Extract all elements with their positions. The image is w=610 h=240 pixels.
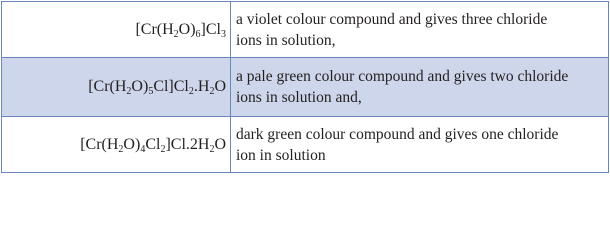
description-line: ions in solution,: [236, 31, 336, 49]
description-line: a pale green colour compound and gives two chloride: [236, 68, 569, 85]
description-cell: [231, 117, 609, 173]
formula-cell: [2, 58, 231, 117]
formula-text: $[Cr(H_2O)_5Cl]Cl_2.H_2O$: [88, 78, 226, 97]
formula-text: $[Cr(H_2O)_6]Cl_3$: [135, 20, 226, 40]
table-row: [2, 2, 609, 58]
formula-cell: [2, 117, 231, 173]
formula-text: $[Cr(H_2O)_4Cl_2]Cl.2H_2O$: [80, 135, 226, 155]
description-cell: [231, 2, 609, 58]
formula-cell: [2, 2, 231, 58]
description-cell: [231, 58, 609, 117]
chromium-isomers-table: [1, 1, 609, 173]
table-row: [2, 58, 609, 117]
description-line: ions in solution and,: [236, 89, 362, 106]
description-line: a violet colour compound and gives three chloride: [236, 10, 548, 28]
description-line: dark green colour compound and gives one chloride: [236, 125, 559, 143]
table-row: [2, 117, 609, 173]
description-line: ion in solution: [236, 146, 326, 164]
